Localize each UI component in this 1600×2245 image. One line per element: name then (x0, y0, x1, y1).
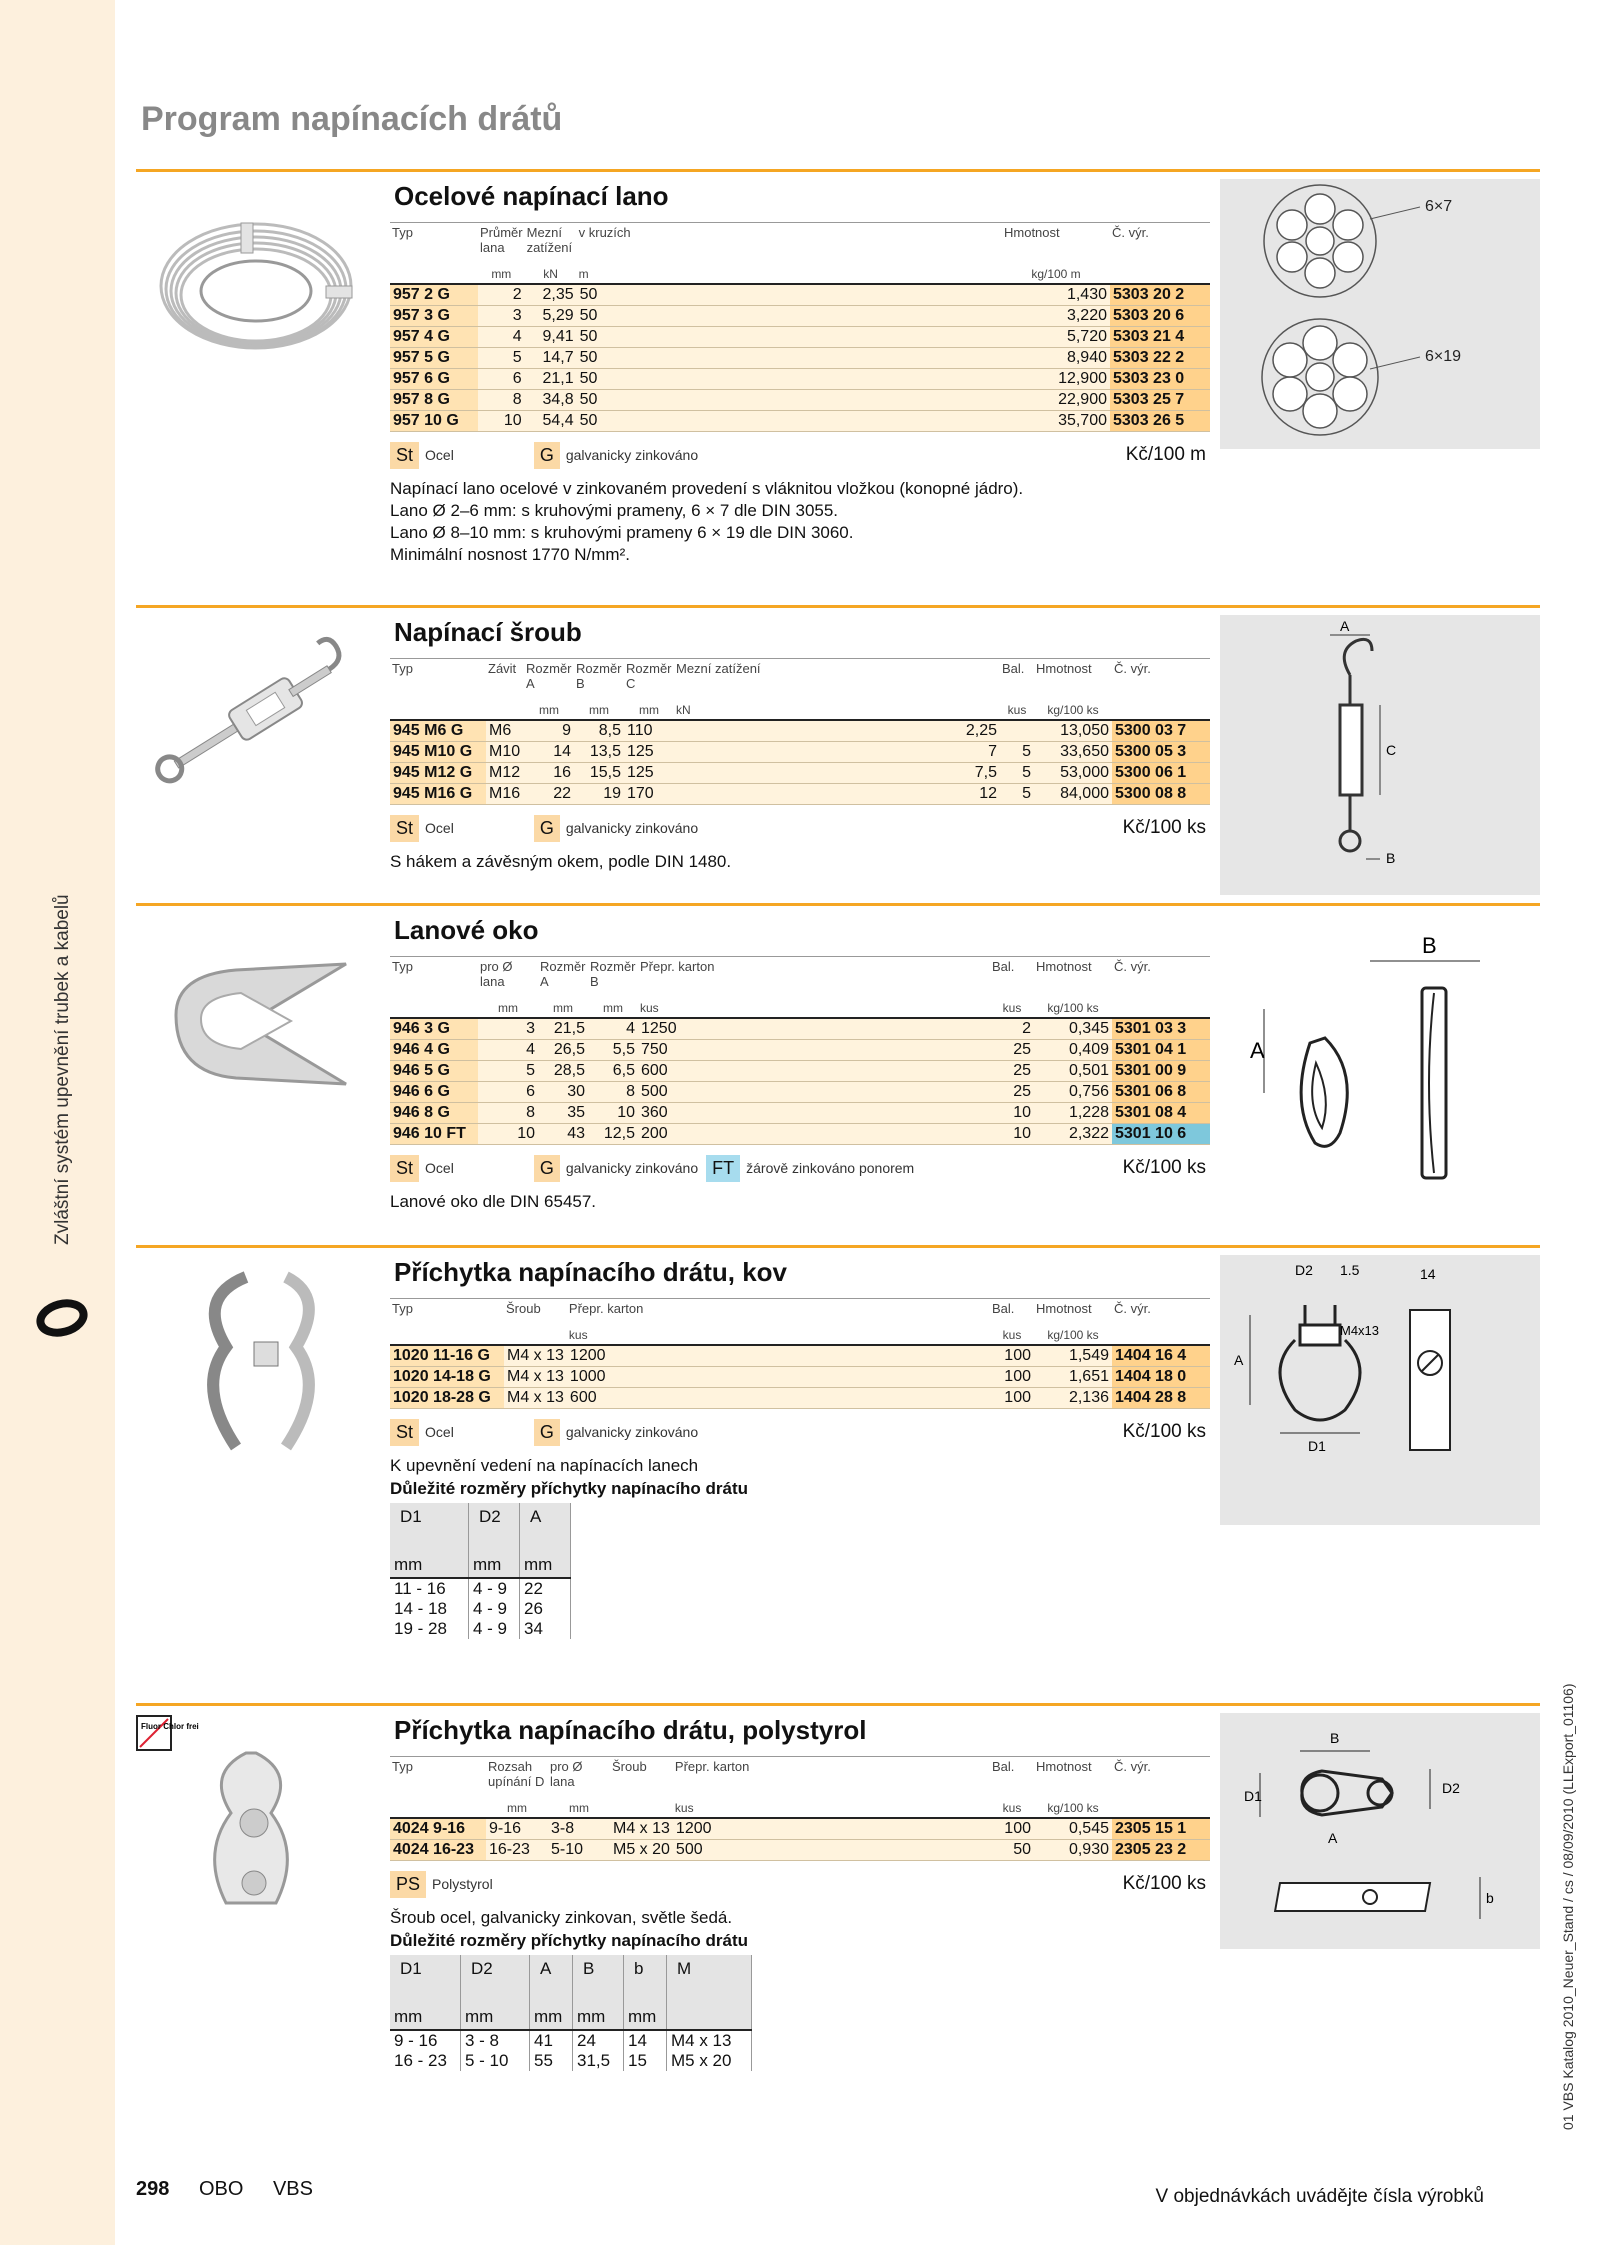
diagram-label: A (1328, 1830, 1338, 1846)
product-table: Typ Rozsah upínání D pro Ø lana Šroub Přepr. karton Bal. Hmotnost Č. výr. mm mm kus kus kg/100 ks 4024 9-16 9-16 3-8 M4 x 13 1200 100 0,545 2305 15 1 4024 16-23 16-23 5-10 M5 x 20 500 50 0,930 2305 23 2 (390, 1756, 1210, 1861)
material-code: PS (390, 1871, 426, 1898)
material-label: Ocel (425, 820, 454, 836)
col-header: Typ (390, 957, 478, 992)
price-unit: Kč/100 m (1125, 444, 1206, 465)
diagram-label: C (1386, 742, 1397, 758)
col-header: pro Ø lana (478, 957, 538, 992)
table-row: 946 5 G 5 28,5 6,5 600 25 0,501 5301 00 9 (390, 1061, 1210, 1082)
dims-header: A (520, 1503, 571, 1529)
table-row: 946 10 FT 10 43 12,5 200 10 2,322 5301 10 6 (390, 1124, 1210, 1145)
col-header: Č. výr. (1110, 223, 1210, 258)
section-title: Příchytka napínacího drátu, polystyrol (394, 1715, 867, 1745)
product-table: Typ Závit Rozměr A Rozměr B Rozměr C Mezní zatížení Bal. Hmotnost Č. výr. mm mm mm kN kus kg/100 ks 945 M6 G M6 9 8,5 110 2,25 13,050 5300 03 7 945 M10 G M10 14 13,5 125 7 5 33,650 5300 05 3 945 M12 G M12 16 15,5 125 7,5 5 53,000 5300 06 1 945 M16 G M16 22 19 170 12 5 84,000 5300 08 8 (390, 658, 1210, 805)
table-row: 957 5 G 5 14,7 50 8,940 5303 22 2 (390, 348, 1210, 369)
finish-code: G (534, 815, 560, 842)
dims-header: D2 (461, 1955, 530, 1981)
table-row: 1020 11-16 G M4 x 13 1200 100 1,549 1404 16 4 (390, 1345, 1210, 1367)
dims-row: 16 - 23 5 - 10 55 31,5 15 M5 x 20 (390, 2051, 752, 2071)
dims-header: D1 (390, 1503, 469, 1529)
description: Napínací lano ocelové v zinkovaném provedení s vláknitou vložkou (konopné jádro). Lano Ø 2–6 mm: s kruhovými prameny, 6 × 7 dle DIN 3055. Lano Ø 8–10 mm: s kruhovými prameny 6 × 19 dle DIN 3060. Minimální nosnost 1770 N/mm². (390, 479, 1024, 564)
material-code: St (390, 442, 419, 469)
description: S hákem a závěsným okem, podle DIN 1480. (390, 852, 732, 871)
thimble-drawing (1220, 913, 1540, 1233)
diagram-label: D1 (1308, 1438, 1326, 1454)
col-header: Hmotnost (1034, 957, 1112, 992)
col-header: Rozsah upínání D (486, 1757, 548, 1792)
section-title: Lanové oko (394, 915, 539, 945)
dims-header: A (530, 1955, 573, 1981)
col-header: Hmotnost (1034, 1299, 1112, 1319)
col-header: Bal. (1000, 659, 1034, 694)
metal-clip-drawing (1220, 1255, 1540, 1525)
unit-cell: kg/100 m (1002, 257, 1110, 284)
dimensions-table: D1 D2 A B b M mm mm mm mm mm 9 - 16 3 - 8 41 24 14 M4 x 13 16 - 23 5 - 10 55 31,5 15 M5 x 20 (390, 1955, 752, 2071)
dims-header: D2 (469, 1503, 520, 1529)
unit-cell (1110, 257, 1210, 284)
turnbuckle-drawing (1220, 615, 1540, 895)
turnbuckle-photo (136, 617, 376, 827)
table-row: 4024 16-23 16-23 5-10 M5 x 20 500 50 0,930 2305 23 2 (390, 1840, 1210, 1861)
table-row: 945 M10 G M10 14 13,5 125 7 5 33,650 5300 05 3 (390, 742, 1210, 763)
material-label: Ocel (425, 1160, 454, 1176)
diagram-label: A (1234, 1352, 1244, 1368)
section-turnbuckle (136, 605, 1540, 895)
col-header: Typ (390, 223, 478, 258)
section-title: Příchytka napínacího drátu, kov (394, 1257, 787, 1287)
metal-clip-photo (136, 1257, 376, 1467)
col-header: Č. výr. (1112, 659, 1210, 694)
col-header: Rozměr B (574, 659, 624, 694)
diagram-label: 14 (1420, 1266, 1436, 1282)
unit-cell: mm (478, 257, 525, 284)
col-header: Č. výr. (1112, 957, 1210, 992)
table-row: 957 6 G 6 21,1 50 12,900 5303 23 0 (390, 369, 1210, 390)
plastic-clip-photo (136, 1743, 376, 1953)
material-code: St (390, 815, 419, 842)
material-row (390, 813, 1210, 843)
col-header: Přepr. karton (567, 1299, 990, 1319)
col-header: v kruzích (577, 223, 1002, 258)
dims-header: D1 (390, 1955, 461, 1981)
dims-row: 14 - 18 4 - 9 26 (390, 1599, 571, 1619)
product-table: Typ pro Ø lana Rozměr A Rozměr B Přepr. karton Bal. Hmotnost Č. výr. mm mm mm kus kus kg/100 ks 946 3 G 3 21,5 4 1250 2 0,345 5301 03 3 946 4 G 4 26,5 5,5 750 25 0,409 5301 04 1 946 5 G 5 28,5 6,5 600 25 0,501 5301 00 9 946 6 G 6 30 8 500 25 0,756 5301 06 8 946 8 G 8 35 10 360 10 1,228 5301 08 4 946 10 FT 10 43 12,5 200 10 2,322 5301 10 6 (390, 956, 1210, 1145)
section-divider (136, 169, 1540, 172)
table-row: 957 10 G 10 54,4 50 35,700 5303 26 5 (390, 411, 1210, 432)
diagram-label: M4x13 (1340, 1323, 1380, 1338)
dims-row: 19 - 28 4 - 9 34 (390, 1619, 571, 1639)
dims-row: 9 - 16 3 - 8 41 24 14 M4 x 13 (390, 2030, 752, 2051)
section-steel-cable (136, 169, 1540, 599)
table-row: 957 8 G 8 34,8 50 22,900 5303 25 7 (390, 390, 1210, 411)
table-row: 945 M12 G M12 16 15,5 125 7,5 5 53,000 5300 06 1 (390, 763, 1210, 784)
unit-cell: m (577, 257, 1002, 284)
diagram-label: B (1330, 1730, 1340, 1746)
price-unit: Kč/100 ks (1122, 817, 1206, 838)
section-title: Napínací šroub (394, 617, 582, 647)
diagram-label: b (1486, 1890, 1494, 1906)
col-header: Šroub (610, 1757, 673, 1792)
ring-icon (36, 1298, 88, 1338)
diagram-label: 6×19 (1425, 348, 1462, 365)
table-row: 957 2 G 2 2,35 50 1,430 5303 20 2 (390, 284, 1210, 306)
svg-text:Fluor Chlor frei: Fluor Chlor frei (141, 1722, 199, 1731)
description: Lanové oko dle DIN 65457. (390, 1192, 597, 1211)
col-header: Hmotnost (1034, 659, 1112, 694)
table-row: 4024 9-16 9-16 3-8 M4 x 13 1200 100 0,545 2305 15 1 (390, 1818, 1210, 1840)
page-title: Program napínacích drátů (141, 100, 563, 138)
price-unit: Kč/100 ks (1122, 1421, 1206, 1442)
col-header: Bal. (990, 1757, 1034, 1792)
page-number: 298 (136, 2178, 170, 2200)
material-label: Polystyrol (432, 1876, 493, 1892)
dims-header: M (667, 1955, 752, 1981)
table-row: 945 M6 G M6 9 8,5 110 2,25 13,050 5300 03 7 (390, 720, 1210, 742)
material-label: Ocel (425, 447, 454, 463)
dims-row: 11 - 16 4 - 9 22 (390, 1578, 571, 1599)
section-metal-clip (136, 1245, 1540, 1701)
col-header: Typ (390, 1299, 504, 1319)
col-header: Šroub (504, 1299, 567, 1319)
col-header: Rozměr A (524, 659, 574, 694)
col-header: Bal. (990, 1299, 1034, 1319)
brand: OBO (198, 2178, 244, 2200)
diagram-label: B (1422, 933, 1437, 958)
table-row: 1020 18-28 G M4 x 13 600 100 2,136 1404 28 8 (390, 1388, 1210, 1409)
cable-cross-section-drawing (1220, 179, 1540, 449)
plastic-clip-drawing (1220, 1713, 1540, 1949)
section-divider (136, 1703, 1540, 1706)
table-row: 945 M16 G M16 22 19 170 12 5 84,000 5300 08 8 (390, 784, 1210, 805)
dims-header: b (624, 1955, 667, 1981)
finish-code-ft: FT (706, 1155, 740, 1182)
diagram-label: A (1250, 1038, 1265, 1063)
col-header: Mezní zatížení (674, 659, 1000, 694)
diagram-label: D1 (1244, 1788, 1262, 1804)
thimble-photo (136, 915, 376, 1125)
price-unit: Kč/100 ks (1122, 1157, 1206, 1178)
col-header: Typ (390, 659, 486, 694)
dims-title: Důležité rozměry příchytky napínacího drátu (390, 1931, 749, 1950)
material-row (390, 1153, 1210, 1183)
section-plastic-clip (136, 1703, 1540, 2123)
price-unit: Kč/100 ks (1122, 1873, 1206, 1894)
section-divider (136, 1245, 1540, 1248)
series: VBS (272, 2178, 313, 2200)
col-header: Přepr. karton (673, 1757, 990, 1792)
unit-cell (390, 257, 478, 284)
description: Šroub ocel, galvanicky zinkovan, světle šedá. (390, 1908, 733, 1927)
material-row (390, 1869, 1210, 1899)
table-row: 957 4 G 4 9,41 50 5,720 5303 21 4 (390, 327, 1210, 348)
diagram-label: B (1386, 850, 1396, 866)
material-code: St (390, 1155, 419, 1182)
col-header: Hmotnost (1002, 223, 1110, 258)
material-row (390, 440, 1210, 470)
table-row: 946 8 G 8 35 10 360 10 1,228 5301 08 4 (390, 1103, 1210, 1124)
footer-left (136, 2178, 337, 2201)
col-header: Rozměr C (624, 659, 674, 694)
finish-label: galvanicky zinkováno (565, 820, 699, 836)
col-header: Průměr lana (478, 223, 525, 258)
diagram-label: 6×7 (1425, 198, 1453, 215)
diagram-label: A (1340, 618, 1350, 634)
col-header: pro Ø lana (548, 1757, 610, 1792)
product-table: Typ Šroub Přepr. karton Bal. Hmotnost Č. výr. kus kus kg/100 ks 1020 11-16 G M4 x 13 1200 100 1,549 1404 16 4 1020 14-18 G M4 x 13 1000 100 1,651 1404 18 0 1020 18-28 G M4 x 13 600 100 2,136 1404 28 8 (390, 1298, 1210, 1409)
dims-header: B (573, 1955, 624, 1981)
diagram-label: 1.5 (1340, 1262, 1360, 1278)
footer-note: V objednávkách uvádějte čísla výrobků (1155, 2186, 1484, 2207)
table-row: 946 3 G 3 21,5 4 1250 2 0,345 5301 03 3 (390, 1018, 1210, 1040)
section-divider (136, 605, 1540, 608)
table-row: 946 6 G 6 30 8 500 25 0,756 5301 06 8 (390, 1082, 1210, 1103)
table-row: 957 3 G 3 5,29 50 3,220 5303 20 6 (390, 306, 1210, 327)
col-header: Č. výr. (1112, 1299, 1210, 1319)
finish-label: galvanicky zinkováno (565, 1424, 699, 1440)
finish-label: galvanicky zinkováno (565, 447, 699, 463)
col-header: Bal. (990, 957, 1034, 992)
material-code: St (390, 1419, 419, 1446)
table-row: 946 4 G 4 26,5 5,5 750 25 0,409 5301 04 1 (390, 1040, 1210, 1061)
col-header: Typ (390, 1757, 486, 1792)
steel-cable-coil-photo (136, 181, 376, 391)
col-header: Závit (486, 659, 524, 694)
col-header: Hmotnost (1034, 1757, 1112, 1792)
product-table (390, 222, 1210, 432)
table-row: 1020 14-18 G M4 x 13 1000 100 1,651 1404 18 0 (390, 1367, 1210, 1388)
col-header: Mezní zatížení (525, 223, 577, 258)
section-title: Ocelové napínací lano (394, 181, 669, 211)
col-header: Přepr. karton (638, 957, 990, 992)
finish-label: galvanicky zinkováno (565, 1160, 699, 1176)
section-thimble (136, 903, 1540, 1243)
col-header: Rozměr B (588, 957, 638, 992)
dimensions-table: D1 D2 A mm mm mm 11 - 16 4 - 9 22 14 - 18 4 - 9 26 19 - 28 4 - 9 34 (390, 1503, 571, 1639)
dims-title: Důležité rozměry příchytky napínacího drátu (390, 1479, 749, 1498)
finish-code: G (534, 1155, 560, 1182)
description: K upevnění vedení na napínacích lanech (390, 1456, 699, 1475)
diagram-label: D2 (1295, 1262, 1313, 1278)
col-header: Rozměr A (538, 957, 588, 992)
finish-code: G (534, 1419, 560, 1446)
material-label: Ocel (425, 1424, 454, 1440)
diagram-label: D2 (1442, 1780, 1460, 1796)
col-header: Č. výr. (1112, 1757, 1210, 1792)
finish-label-ft: žárově zinkováno ponorem (746, 1160, 915, 1176)
finish-code: G (534, 442, 560, 469)
section-divider (136, 903, 1540, 906)
unit-cell: kN (525, 257, 577, 284)
material-row (390, 1417, 1210, 1447)
